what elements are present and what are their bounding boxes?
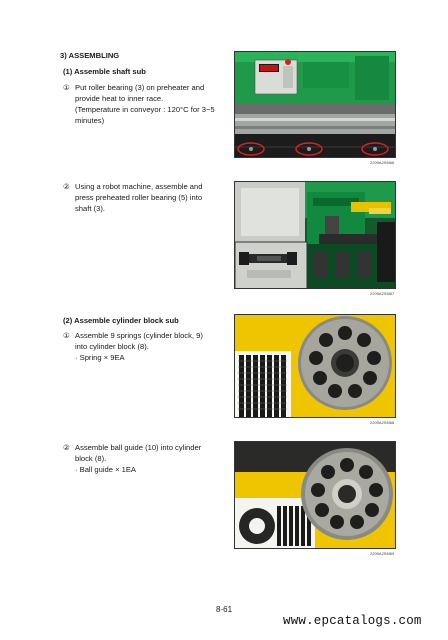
- step-number: ①: [63, 331, 70, 340]
- step-line: Using a robot machine, assemble and: [75, 182, 203, 191]
- step-note: · Ball guide × 1EA: [75, 465, 136, 474]
- step-line: minutes): [75, 116, 105, 125]
- step-line: press preheated roller bearing (5) into: [75, 193, 203, 202]
- step-number: ②: [63, 443, 70, 452]
- page-number: 8-61: [216, 605, 233, 614]
- step-line: into cylinder block (8).: [75, 342, 149, 351]
- section-title: 3) ASSEMBLING: [60, 51, 120, 60]
- photo-caption: 2209A2SM68: [370, 420, 395, 425]
- watermark-text: www.epcatalogs.com: [283, 614, 422, 628]
- robot-machine-photo: [234, 181, 396, 289]
- step-line: provide heat to inner race.: [75, 94, 164, 103]
- step-line: Put roller bearing (3) on preheater and: [75, 83, 205, 92]
- preheater-photo: [234, 51, 396, 158]
- robot-machine-photo-graphic: [235, 182, 396, 289]
- shaft-sub-heading: (1) Assemble shaft sub: [63, 67, 146, 76]
- photo-caption: 2209A2SM67: [370, 291, 395, 296]
- step-line: Assemble ball guide (10) into cylinder: [75, 443, 202, 452]
- step-line: Assemble 9 springs (cylinder block, 9): [75, 331, 203, 340]
- cylinder-springs-photo: [234, 314, 396, 418]
- step-number: ②: [63, 182, 70, 191]
- step-line: block (8).: [75, 454, 107, 463]
- cylinder-sub-heading: (2) Assemble cylinder block sub: [63, 316, 179, 325]
- preheater-photo-graphic: [235, 52, 396, 158]
- photo-caption: 2209A2SM66: [370, 160, 395, 165]
- step-note: · Spring × 9EA: [75, 353, 125, 362]
- photo-caption: 2209A2SM69: [370, 551, 395, 556]
- ball-guide-photo-graphic: [235, 442, 396, 549]
- step-line: (Temperature in conveyor : 120°C for 3~5: [75, 105, 215, 114]
- step-line: shaft (3).: [75, 204, 105, 213]
- cylinder-springs-photo-graphic: [235, 315, 396, 418]
- ball-guide-photo: [234, 441, 396, 549]
- step-number: ①: [63, 83, 70, 92]
